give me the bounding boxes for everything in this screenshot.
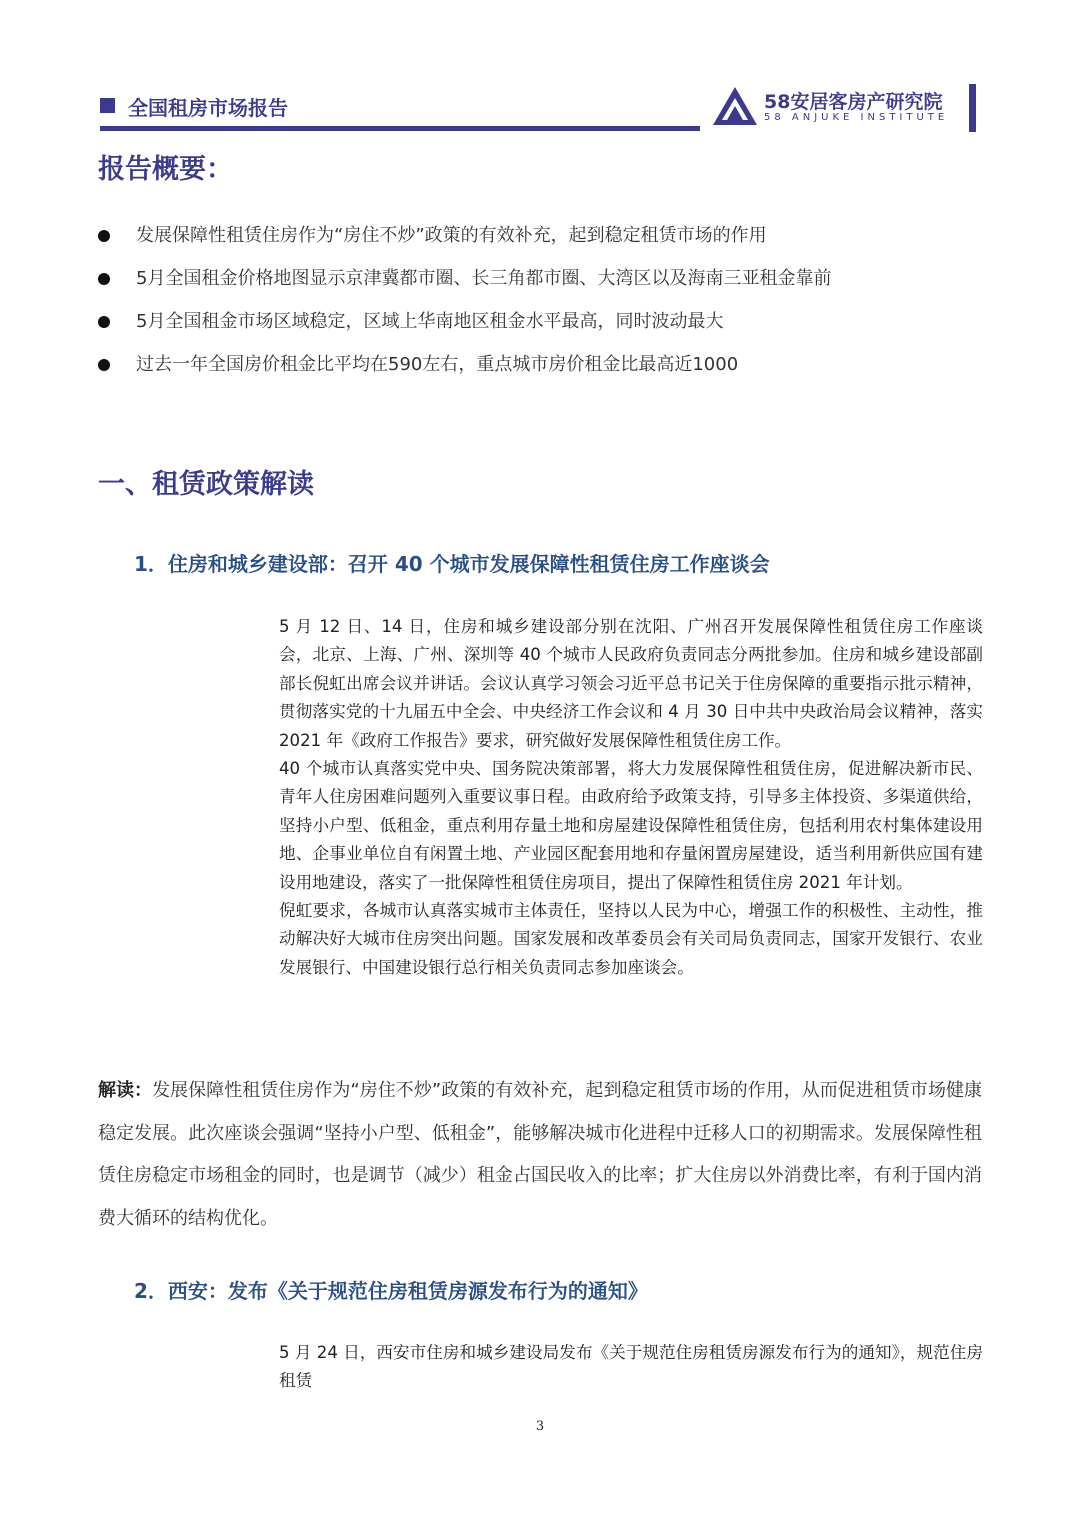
header-square-marker: [100, 98, 115, 113]
paragraph: 倪虹要求，各城市认真落实城市主体责任，坚持以人民为中心，增强工作的积极性、主动性，推动解决好大城市住房突出问题。国家发展和改革委员会有关司局负责同志，国家开发银行、农业发展银行、中国建设银行总行相关负责同志参加座谈会。: [279, 901, 983, 977]
page-number: 3: [535, 1419, 545, 1434]
bullet-text: 5月全国租金市场区域稳定，区域上华南地区租金水平最高，同时波动最大: [136, 311, 724, 332]
logo-name-cn: 58安居客房产研究院: [764, 91, 943, 113]
anjuke-logo-icon: [712, 86, 758, 126]
subsection-2-body: [279, 1339, 983, 1396]
list-item: [98, 221, 978, 264]
bullet-dot-icon: [98, 273, 110, 285]
summary-bullet-list: [98, 221, 978, 393]
logo-name-en: 58 ANJUKE INSTITUTE: [764, 112, 949, 123]
bullet-dot-icon: [98, 230, 110, 242]
bullet-dot-icon: [98, 316, 110, 328]
paragraph: 5 月 12 日、14 日，住房和城乡建设部分别在沈阳、广州召开发展保障性租赁住房工作座谈会，北京、上海、广州、深圳等 40 个城市人民政府负责同志分两批参加。住房和城乡建设部副部长倪虹出席会议并讲话。会议认真学习领会习近平总书记关于住房保障的重要指示批示精神，贯彻落实党的十九届五中全会、中央经济工作会议和 4 月 30 日中共中央政治局会议精神，落实 2021 年《政府工作报告》要求，研究做好发展保障性租赁住房工作。: [279, 617, 983, 750]
bullet-text: 5月全国租金价格地图显示京津冀都市圈、长三角都市圈、大湾区以及海南三亚租金靠前: [136, 268, 832, 289]
bullet-dot-icon: [98, 359, 110, 371]
interpretation-paragraph: [98, 1070, 982, 1240]
summary-heading: 报告概要：: [98, 154, 233, 185]
section-heading: 一、租赁政策解读: [98, 469, 314, 500]
bullet-text: 过去一年全国房价租金比平均在590左右，重点城市房价租金比最高近1000: [136, 354, 739, 375]
interpretation-label: 解读：: [98, 1080, 153, 1101]
header-rule: [100, 126, 700, 131]
report-title: 全国租房市场报告: [128, 96, 288, 120]
paragraph: 5 月 24 日，西安市住房和城乡建设局发布《关于规范住房租赁房源发布行为的通知》，规范住房租赁: [279, 1343, 983, 1391]
subsection-1-body: [279, 613, 983, 982]
logo-vertical-bar: [969, 84, 976, 132]
institute-logo: [712, 84, 982, 134]
bullet-text: 发展保障性租赁住房作为“房住不炒”政策的有效补充，起到稳定租赁市场的作用: [136, 225, 767, 246]
paragraph: 40 个城市认真落实党中央、国务院决策部署，将大力发展保障性租赁住房，促进解决新市民、青年人住房困难问题列入重要议事日程。由政府给予政策支持，引导多主体投资、多渠道供给，坚持小户型、低租金，重点利用存量土地和房屋建设保障性租赁住房，包括利用农村集体建设用地、企事业单位自有闲置土地、产业园区配套用地和存量闲置房屋建设，适当利用新供应国有建设用地建设，落实了一批保障性租赁住房项目，提出了保障性租赁住房 2021 年计划。: [279, 759, 983, 892]
interpretation-text: 发展保障性租赁住房作为“房住不炒”政策的有效补充，起到稳定租赁市场的作用，从而促进租赁市场健康稳定发展。此次座谈会强调“坚持小户型、低租金”，能够解决城市化进程中迁移人口的初期需求。发展保障性租赁住房稳定市场租金的同时，也是调节（减少）租金占国民收入的比率；扩大住房以外消费比率，有利于国内消费大循环的结构优化。: [98, 1080, 983, 1229]
list-item: [98, 307, 978, 350]
list-item: [98, 264, 978, 307]
subsection-title-1: 1．住房和城乡建设部：召开 40 个城市发展保障性租赁住房工作座谈会: [134, 552, 770, 576]
subsection-title-2: 2．西安：发布《关于规范住房租赁房源发布行为的通知》: [134, 1279, 648, 1303]
list-item: [98, 350, 978, 393]
